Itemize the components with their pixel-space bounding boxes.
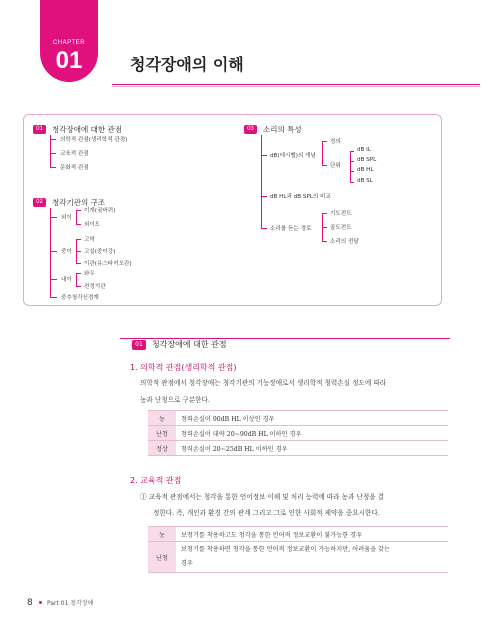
overview-item: 와우 (84, 271, 95, 277)
overview-item: dB SPL (357, 157, 377, 163)
overview-item: 외이도 (84, 222, 101, 228)
table-row (148, 411, 448, 426)
chapter-label: CHAPTER (52, 40, 86, 46)
table-medical (148, 410, 448, 456)
overview-item: 이개(귓바퀴) (84, 208, 116, 214)
overview-title-01: 청각장애에 대한 관점 (52, 125, 122, 134)
overview-group-label: 외이 (61, 215, 72, 221)
overview-item: 정의 (330, 139, 341, 145)
overview-item: 골도전도 (330, 225, 352, 231)
overview-item: dB IL (357, 147, 371, 153)
overview-item: 중추청각신경계 (61, 295, 99, 301)
paragraph-line: 정한다. 즉, 개인과 환경 간의 관계 그리고 그로 인한 사회적 제약을 중요시한다. (153, 509, 380, 517)
header-divider (112, 84, 480, 85)
overview-item: dB HL과 dB SPL의 비교 (270, 194, 331, 200)
table-row (148, 542, 448, 573)
row-text: 청력손실이 20~25dB HL 이하인 경우 (176, 441, 448, 456)
row-label: 농 (148, 527, 176, 542)
row-text: 청력손실이 대략 20~90dB HL 이하인 경우 (176, 426, 448, 441)
overview-item: 교육적 관점 (60, 151, 89, 157)
row-text: 보청기를 착용하면 청각을 통한 언어적 정보교환이 가능하지만, 어려움을 갖는 경우 (176, 542, 448, 573)
overview-item: 기도전도 (330, 211, 352, 217)
overview-item: dB SL (357, 178, 373, 184)
overview-item: dB(데시벨)의 개념 (270, 153, 316, 159)
overview-item: 소리의 전달 (330, 239, 359, 245)
overview-title-02: 청각기관의 구조 (52, 198, 106, 207)
table-row (148, 426, 448, 441)
overview-title-03: 소리의 특성 (263, 125, 302, 134)
table-row (148, 441, 448, 456)
row-text: 보청기를 착용하고도 청각을 통한 언어적 정보교환이 불가능한 경우 (176, 527, 448, 542)
row-label: 난청 (148, 426, 176, 441)
paragraph-line: 의학적 관점에서 청각장애는 청각기관의 기능장애로서 생리학적 청력손실 정도에 따라 (140, 379, 387, 387)
overview-item: dB HL (357, 167, 374, 173)
table-educational (148, 526, 448, 573)
paragraph-line: ① 교육적 관점에서는 청각을 통한 언어정보 이해 및 처리 능력에 따라 농과 난청을 결 (140, 493, 385, 501)
chapter-number: 01 (55, 47, 83, 74)
overview-item: 소리를 듣는 경로 (270, 226, 312, 232)
row-label: 농 (148, 411, 176, 426)
section-badge: 01 (132, 340, 146, 350)
page-number: 8 (27, 598, 33, 608)
overview-item: 이관(유스타키오관) (84, 261, 132, 267)
row-text: 청력손실이 90dB HL 이상인 경우 (176, 411, 448, 426)
footer-part: Part 01 청각장애 (47, 600, 94, 607)
overview-item: 고막 (84, 237, 95, 243)
overview-item: 문화적 관점 (60, 165, 89, 171)
overview-item: 의학적 관점(생리학적 관점) (60, 137, 128, 143)
overview-badge-03: 03 (244, 125, 257, 134)
heading-medical: 1. 의학적 관점(생리학적 관점) (130, 363, 237, 372)
heading-educational: 2. 교육적 관점 (130, 476, 182, 485)
overview-item: 전정기관 (84, 284, 106, 290)
overview-item: 단위 (330, 163, 341, 169)
header-divider-light (112, 86, 480, 87)
overview-item: 고실(중이강) (84, 249, 116, 255)
section-title: 청각장애에 대한 관점 (152, 340, 227, 349)
overview-badge-02: 02 (33, 198, 46, 207)
overview-badge-01: 01 (33, 125, 46, 134)
table-row (148, 527, 448, 542)
overview-group-label: 내이 (61, 277, 72, 283)
chapter-title: 청각장애의 이해 (130, 55, 244, 74)
row-label: 정상 (148, 441, 176, 456)
row-label: 난청 (148, 542, 176, 573)
footer-dot (39, 601, 42, 604)
paragraph-line: 농과 난청으로 구분한다. (140, 396, 210, 404)
overview-group-label: 중이 (61, 249, 72, 255)
